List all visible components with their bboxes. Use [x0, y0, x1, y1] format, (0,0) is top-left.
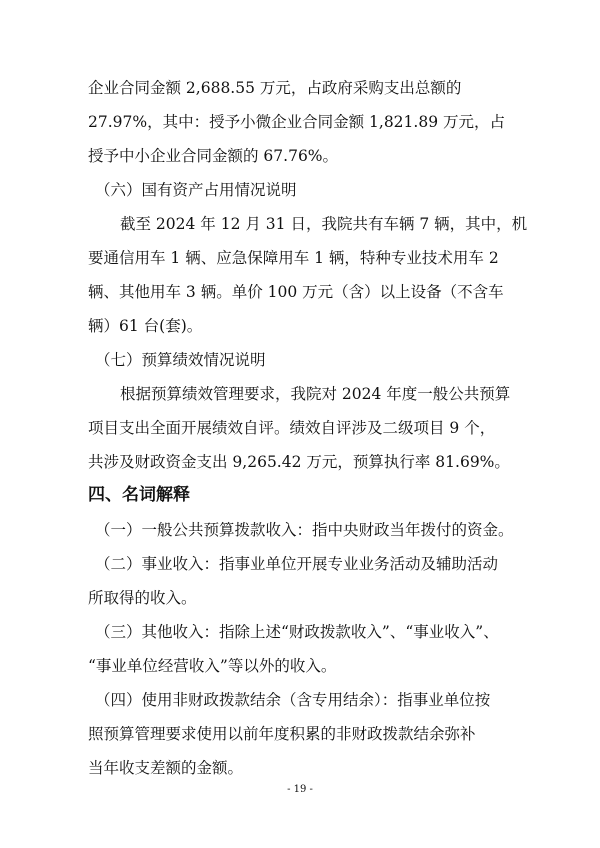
body-text-line: 共涉及财政资金支出 9,265.42 万元，预算执行率 81.69%。 [88, 453, 510, 471]
body-text-line: 授予中小企业合同金额的 67.76%。 [88, 147, 339, 165]
body-text-line: 截至 2024 年 12 月 31 日，我院共有车辆 7 辆，其中，机 [120, 215, 528, 233]
definition-line: （四）使用非财政拨款结余（含专用结余）：指事业单位按 [95, 691, 491, 709]
body-text-line: 项目支出全面开展绩效自评。绩效自评涉及二级项目 9 个， [88, 419, 496, 437]
body-text-line: 27.97%，其中：授予小微企业合同金额 1,821.89 万元，占 [88, 113, 505, 131]
definition-line: （一）一般公共预算拨款收入：指中央财政当年拨付的资金。 [95, 521, 514, 539]
body-text-line: 企业合同金额 2,688.55 万元，占政府采购支出总额的 [88, 79, 462, 97]
definition-line: （三）其他收入：指除上述“财政拨款收入”、“事业收入”、 [95, 623, 499, 641]
subsection-heading-7: （七）预算绩效情况说明 [95, 351, 266, 369]
definition-line: “事业单位经营收入”等以外的收入。 [88, 657, 337, 675]
body-text-line: 辆）61 台(套)。 [88, 317, 203, 335]
definition-line: 当年收支差额的金额。 [88, 759, 244, 777]
subsection-heading-6: （六）国有资产占用情况说明 [95, 181, 297, 199]
page-number: - 19 - [287, 784, 313, 795]
definition-line: 照预算管理要求使用以前年度积累的非财政拨款结余弥补 [88, 725, 476, 743]
body-text-line: 根据预算绩效管理要求，我院对 2024 年度一般公共预算 [120, 385, 511, 403]
definition-line: 所取得的收入。 [88, 589, 197, 607]
section-title: 四、名词解释 [88, 485, 190, 505]
body-text-line: 要通信用车 1 辆、应急保障用车 1 辆，特种专业技术用车 2 [88, 249, 499, 267]
body-text-line: 辆、其他用车 3 辆。单价 100 万元（含）以上设备（不含车 [88, 283, 504, 301]
definition-line: （二）事业收入：指事业单位开展专业业务活动及辅助活动 [95, 555, 499, 573]
